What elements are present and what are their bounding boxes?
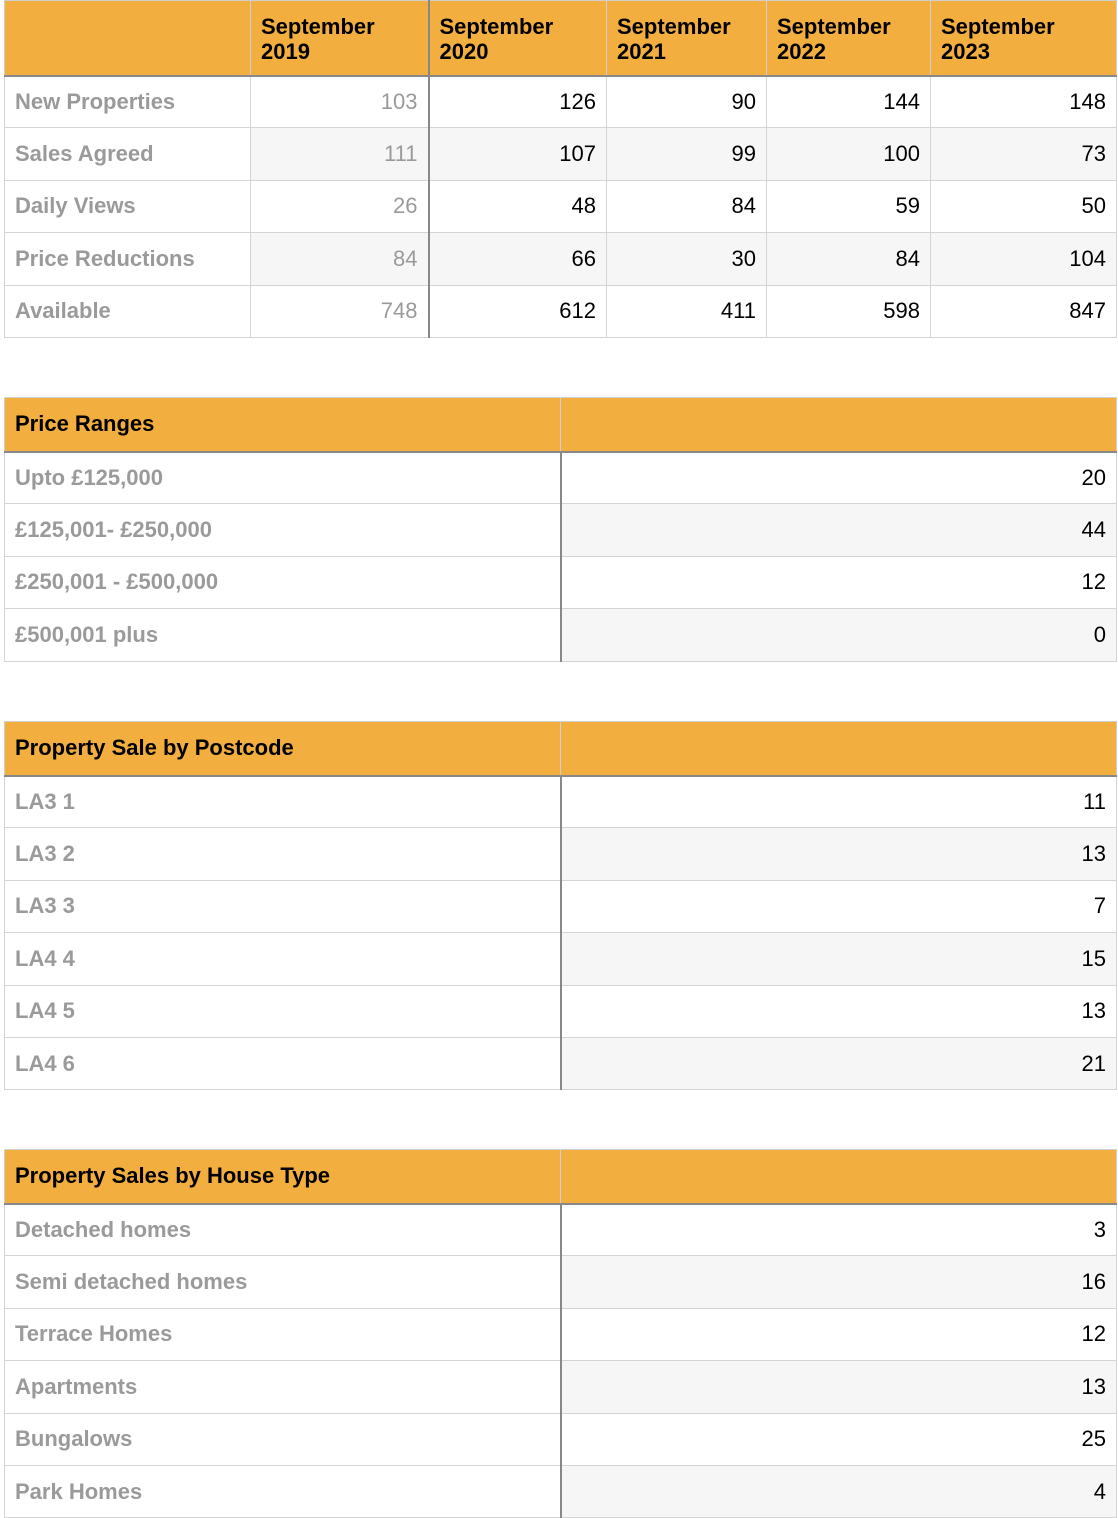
price-ranges-table — [4, 397, 1117, 662]
row-label: £500,001 plus — [5, 609, 561, 661]
cell-value: 847 — [931, 285, 1117, 337]
cell-value: 84 — [767, 233, 931, 285]
cell-value: 16 — [561, 1256, 1117, 1308]
header-september-2020: September 2020 — [429, 1, 607, 76]
row-label: Sales Agreed — [5, 128, 251, 180]
cell-value: 748 — [251, 285, 429, 337]
house-type-value-header — [561, 1150, 1117, 1204]
cell-value: 4 — [561, 1465, 1117, 1517]
cell-value: 111 — [251, 128, 429, 180]
cell-value: 148 — [931, 76, 1117, 128]
cell-value: 90 — [607, 76, 767, 128]
row-label: Price Reductions — [5, 233, 251, 285]
cell-value: 50 — [931, 180, 1117, 232]
cell-value: 0 — [561, 609, 1117, 661]
table-row — [5, 233, 1117, 285]
cell-value: 13 — [561, 828, 1117, 880]
table-row — [5, 504, 1117, 556]
cell-value: 612 — [429, 285, 607, 337]
price-ranges-header-row — [5, 398, 1117, 452]
price-ranges-value-header — [561, 398, 1117, 452]
cell-value: 44 — [561, 504, 1117, 556]
row-label: LA3 1 — [5, 776, 561, 828]
cell-value: 66 — [429, 233, 607, 285]
yearly-summary-table — [4, 0, 1117, 338]
cell-value: 84 — [607, 180, 767, 232]
cell-value: 104 — [931, 233, 1117, 285]
row-label: Terrace Homes — [5, 1308, 561, 1360]
table-row — [5, 180, 1117, 232]
row-label: Park Homes — [5, 1465, 561, 1517]
postcode-value-header — [561, 722, 1117, 776]
cell-value: 73 — [931, 128, 1117, 180]
postcode-header-row — [5, 722, 1117, 776]
table-row — [5, 1413, 1117, 1465]
row-label: Upto £125,000 — [5, 452, 561, 504]
row-label: Detached homes — [5, 1204, 561, 1256]
summary-header-corner — [5, 1, 251, 76]
header-september-2022: September 2022 — [767, 1, 931, 76]
cell-value: 100 — [767, 128, 931, 180]
row-label: Daily Views — [5, 180, 251, 232]
house-type-table — [4, 1149, 1117, 1518]
table-row — [5, 985, 1117, 1037]
cell-value: 11 — [561, 776, 1117, 828]
postcode-table — [4, 721, 1117, 1090]
cell-value: 12 — [561, 1308, 1117, 1360]
cell-value: 126 — [429, 76, 607, 128]
table-row — [5, 1361, 1117, 1413]
table-row — [5, 776, 1117, 828]
cell-value: 21 — [561, 1037, 1117, 1089]
table-row — [5, 1465, 1117, 1517]
row-label: LA4 6 — [5, 1037, 561, 1089]
table-row — [5, 1308, 1117, 1360]
row-label: Semi detached homes — [5, 1256, 561, 1308]
row-label: LA3 3 — [5, 880, 561, 932]
row-label: Bungalows — [5, 1413, 561, 1465]
header-september-2023: September 2023 — [931, 1, 1117, 76]
cell-value: 15 — [561, 933, 1117, 985]
table-row — [5, 933, 1117, 985]
table-row — [5, 880, 1117, 932]
cell-value: 13 — [561, 1361, 1117, 1413]
row-label: LA4 4 — [5, 933, 561, 985]
cell-value: 107 — [429, 128, 607, 180]
cell-value: 20 — [561, 452, 1117, 504]
table-row — [5, 828, 1117, 880]
summary-header-row — [5, 1, 1117, 76]
table-row — [5, 452, 1117, 504]
cell-value: 13 — [561, 985, 1117, 1037]
house-type-title: Property Sales by House Type — [5, 1150, 561, 1204]
cell-value: 411 — [607, 285, 767, 337]
table-row — [5, 1037, 1117, 1089]
cell-value: 59 — [767, 180, 931, 232]
row-label: Available — [5, 285, 251, 337]
cell-value: 12 — [561, 556, 1117, 608]
row-label: LA3 2 — [5, 828, 561, 880]
cell-value: 103 — [251, 76, 429, 128]
cell-value: 7 — [561, 880, 1117, 932]
cell-value: 3 — [561, 1204, 1117, 1256]
table-row — [5, 285, 1117, 337]
cell-value: 30 — [607, 233, 767, 285]
cell-value: 25 — [561, 1413, 1117, 1465]
cell-value: 26 — [251, 180, 429, 232]
house-type-header-row — [5, 1150, 1117, 1204]
row-label: £250,001 - £500,000 — [5, 556, 561, 608]
postcode-title: Property Sale by Postcode — [5, 722, 561, 776]
cell-value: 48 — [429, 180, 607, 232]
table-row — [5, 556, 1117, 608]
row-label: New Properties — [5, 76, 251, 128]
table-row — [5, 1256, 1117, 1308]
header-september-2019: September 2019 — [251, 1, 429, 76]
row-label: Apartments — [5, 1361, 561, 1413]
cell-value: 99 — [607, 128, 767, 180]
cell-value: 144 — [767, 76, 931, 128]
table-row — [5, 609, 1117, 661]
cell-value: 84 — [251, 233, 429, 285]
cell-value: 598 — [767, 285, 931, 337]
header-september-2021: September 2021 — [607, 1, 767, 76]
row-label: LA4 5 — [5, 985, 561, 1037]
table-row — [5, 76, 1117, 128]
row-label: £125,001- £250,000 — [5, 504, 561, 556]
table-row — [5, 128, 1117, 180]
price-ranges-title: Price Ranges — [5, 398, 561, 452]
table-row — [5, 1204, 1117, 1256]
